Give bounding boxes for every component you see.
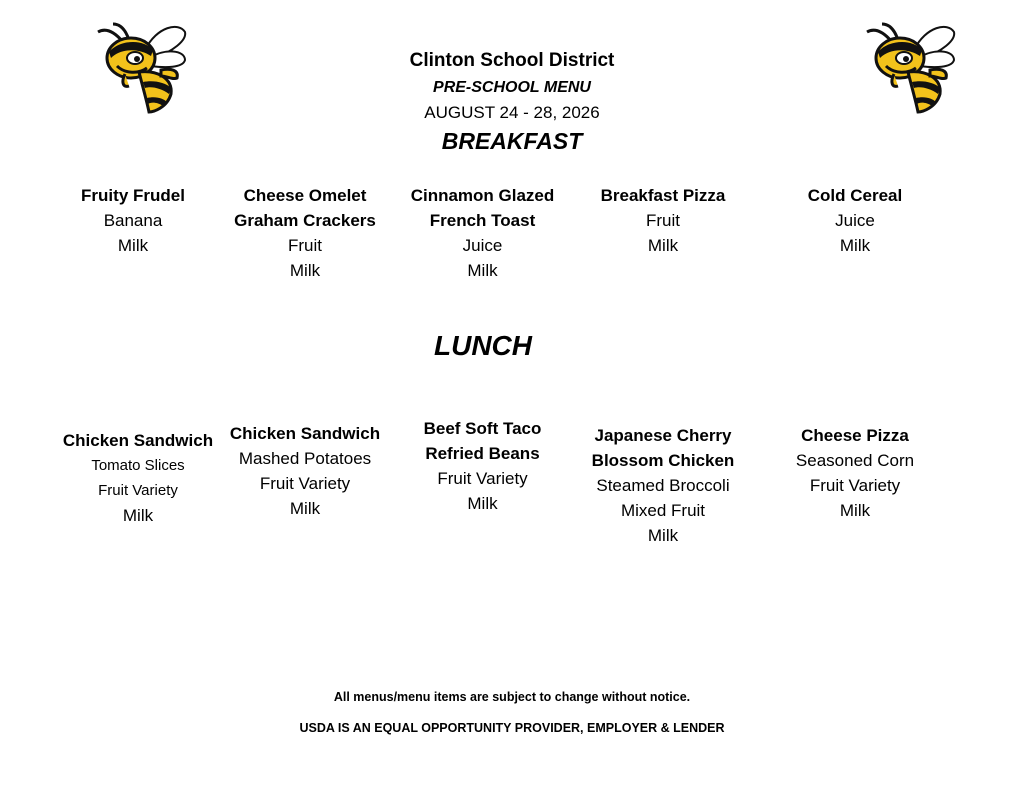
breakfast-day-2	[225, 183, 385, 283]
breakfast-menu-item: Fruit	[288, 236, 322, 255]
lunch-day-5	[780, 423, 930, 523]
lunch-day-2	[225, 421, 385, 521]
breakfast-menu-item: Fruit	[646, 211, 680, 230]
breakfast-day-4	[588, 183, 738, 258]
breakfast-menu-item: Milk	[289, 261, 321, 280]
lunch-menu-item: Tomato Slices	[91, 457, 185, 474]
lunch-menu-item: Seasoned Corn	[795, 451, 915, 470]
lunch-menu-item: Fruit Variety	[259, 474, 351, 493]
lunch-menu-item: Milk	[467, 494, 498, 513]
lunch-menu-item: Milk	[839, 501, 871, 520]
breakfast-day-5	[780, 183, 930, 258]
lunch-menu-item: Milk	[122, 506, 154, 525]
menu-dates: AUGUST 24 - 28, 2026	[424, 103, 600, 122]
breakfast-menu-item: Milk	[467, 261, 498, 280]
change-notice: All menus/menu items are subject to change without notice.	[333, 690, 691, 704]
lunch-menu-item: Refried Beans	[425, 444, 540, 463]
breakfast-menu-item: Juice	[462, 236, 503, 255]
breakfast-menu-item: Cinnamon Glazed	[410, 186, 555, 205]
breakfast-heading: BREAKFAST	[441, 128, 583, 154]
breakfast-menu-item: Milk	[647, 236, 679, 255]
lunch-day-3	[400, 416, 565, 516]
breakfast-menu-item: Milk	[839, 236, 871, 255]
breakfast-menu-item: French Toast	[429, 211, 536, 230]
lunch-menu-item: Milk	[289, 499, 321, 518]
lunch-menu-item: Fruit Variety	[98, 482, 178, 499]
breakfast-menu-item: Graham Crackers	[234, 211, 376, 230]
breakfast-menu-item: Banana	[103, 211, 163, 230]
lunch-day-4	[583, 423, 743, 548]
yellow-jacket-mascot-icon	[864, 22, 959, 119]
lunch-menu-item: Japanese Cherry	[594, 426, 732, 445]
lunch-menu-item: Chicken Sandwich	[62, 431, 214, 450]
lunch-day-1	[58, 428, 218, 528]
usda-statement: USDA IS AN EQUAL OPPORTUNITY PROVIDER, EMPLOYER & LENDER	[299, 721, 725, 735]
breakfast-day-1	[58, 183, 208, 258]
lunch-menu-item: Fruit Variety	[809, 476, 901, 495]
breakfast-menu-item: Breakfast Pizza	[600, 186, 726, 205]
breakfast-day-3	[400, 183, 565, 283]
breakfast-menu-item: Milk	[117, 236, 149, 255]
lunch-menu-item: Chicken Sandwich	[229, 424, 381, 443]
lunch-heading: LUNCH	[434, 330, 532, 361]
breakfast-menu-item: Cold Cereal	[807, 186, 903, 205]
menu-subtitle: PRE-SCHOOL MENU	[433, 79, 591, 96]
lunch-menu-item: Mixed Fruit	[620, 501, 706, 520]
lunch-menu-item: Mashed Potatoes	[238, 449, 372, 468]
lunch-menu-item: Milk	[647, 526, 679, 545]
breakfast-menu-item: Juice	[835, 211, 875, 230]
lunch-menu-item: Fruit Variety	[437, 469, 528, 488]
lunch-menu-item: Blossom Chicken	[591, 451, 735, 470]
page-title: Clinton School District	[409, 50, 615, 71]
breakfast-menu-item: Fruity Frudel	[81, 186, 185, 205]
breakfast-menu-item: Cheese Omelet	[243, 186, 367, 205]
lunch-menu-item: Steamed Broccoli	[596, 476, 730, 495]
lunch-menu-item: Beef Soft Taco	[423, 419, 542, 438]
yellow-jacket-mascot-icon	[95, 22, 190, 119]
lunch-menu-item: Cheese Pizza	[801, 426, 909, 445]
